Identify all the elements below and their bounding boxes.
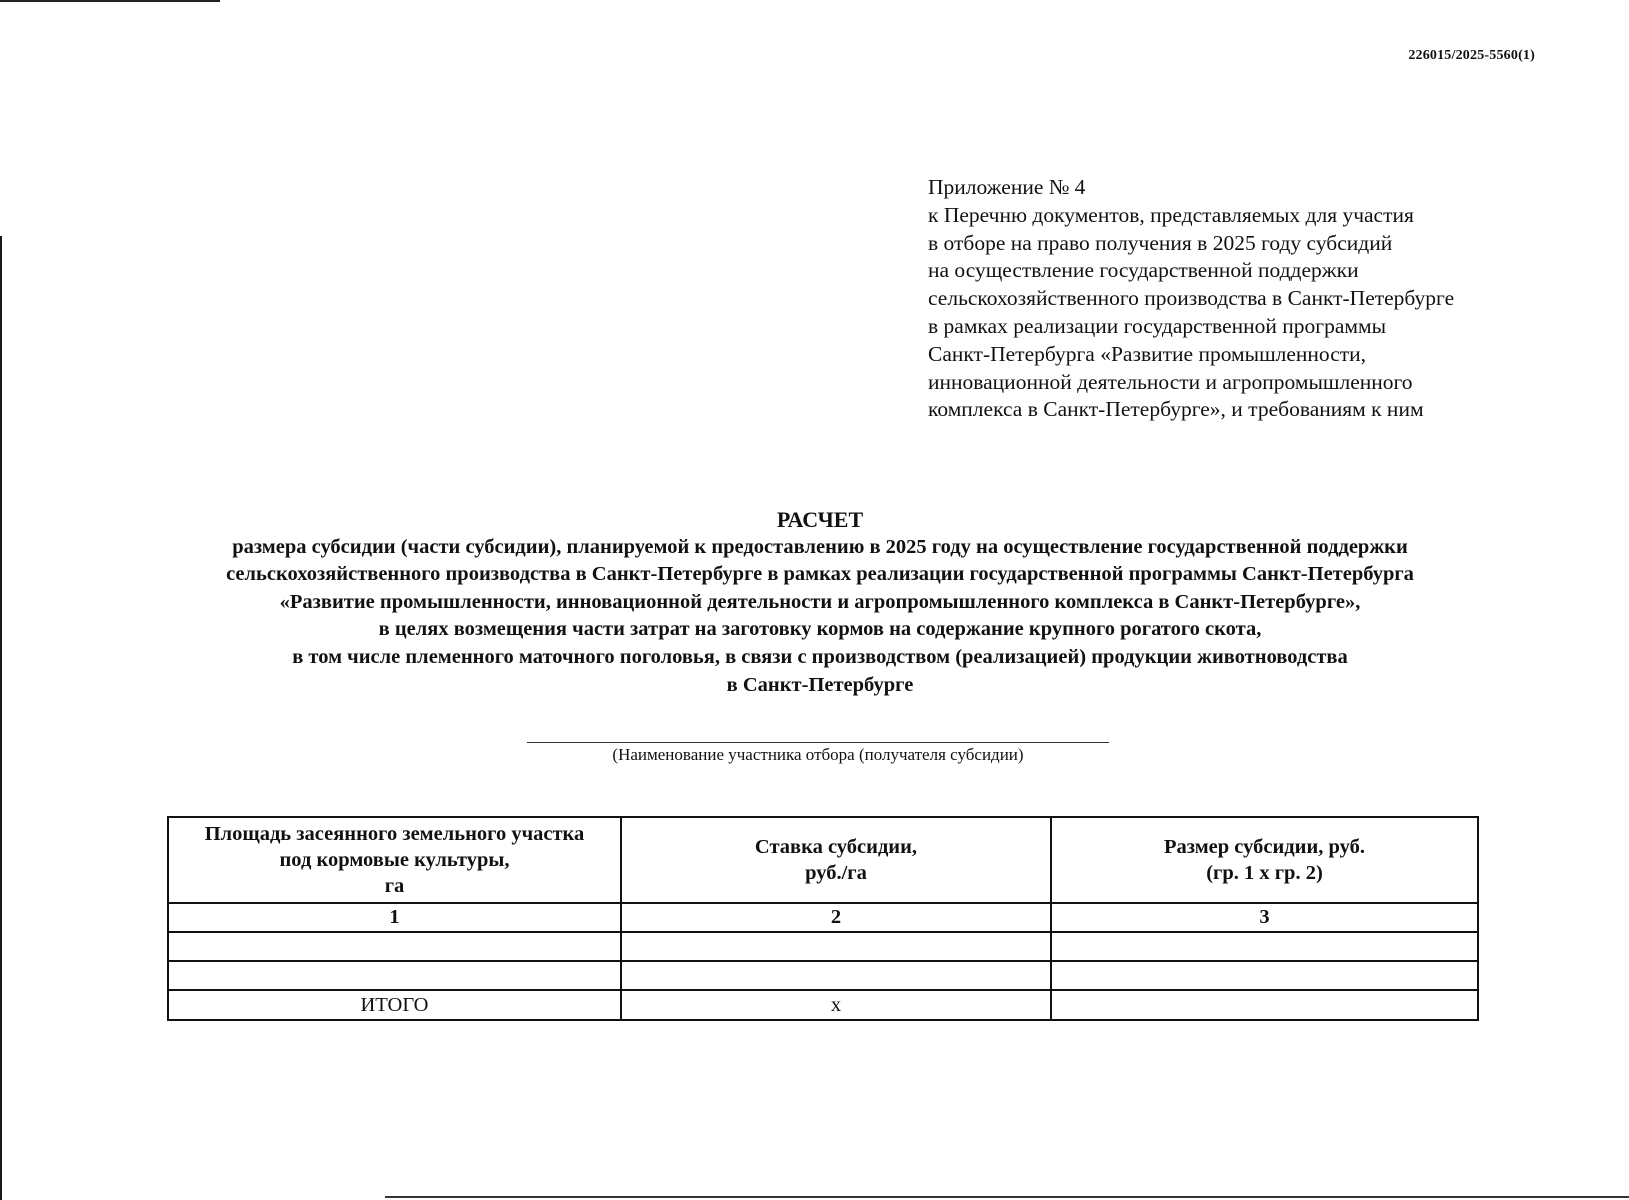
title-line: в Санкт-Петербурге <box>726 673 914 696</box>
appendix-line: в отборе на право получения в 2025 году субсидий <box>928 230 1393 255</box>
document-number: 226015/2025-5560(1) <box>1408 48 1535 63</box>
appendix-line: на осуществление государственной поддержки <box>928 258 1359 283</box>
title-line: в целях возмещения части затрат на заготовку кормов на содержание крупного рогатого скота, <box>378 618 1262 641</box>
header-rate <box>621 817 1051 903</box>
table-row <box>168 932 1478 961</box>
header-area-line: Площадь засеянного земельного участка <box>204 823 585 845</box>
appendix-line: к Перечню документов, представляемых для участия <box>928 202 1414 227</box>
header-area-line: га <box>384 875 405 897</box>
scan-artifact-bottom <box>385 1196 1629 1198</box>
header-area <box>168 817 621 903</box>
table-cell-amount[interactable] <box>1051 932 1478 961</box>
subsidy-calculation-table <box>167 816 1479 1021</box>
appendix-line: инновационной деятельности и агропромышленного <box>928 369 1413 394</box>
column-number: 2 <box>621 903 1051 932</box>
header-rate-line: руб./га <box>805 862 867 884</box>
table-cell-area[interactable] <box>168 961 621 990</box>
title-line: в том числе племенного маточного поголовья, в связи с производством (реализацией) продукции животноводства <box>292 645 1348 668</box>
column-number: 3 <box>1051 903 1478 932</box>
total-label: ИТОГО <box>168 990 621 1020</box>
participant-caption: (Наименование участника отбора (получателя субсидии) <box>612 745 1024 764</box>
appendix-line: в рамках реализации государственной программы <box>928 313 1387 338</box>
header-rate-line: Ставка субсидии, <box>754 836 918 858</box>
scan-artifact-top <box>0 0 220 2</box>
table-cell-rate[interactable] <box>621 932 1051 961</box>
header-amount <box>1051 817 1478 903</box>
total-row <box>168 990 1478 1020</box>
appendix-line: Приложение № 4 <box>928 175 1086 199</box>
total-amount[interactable] <box>1051 990 1478 1020</box>
column-number: 1 <box>168 903 621 932</box>
title-line: сельскохозяйственного производства в Санкт-Петербурге в рамках реализации государственной программы Санкт-Петербурга <box>226 563 1414 586</box>
header-amount-line: (гр. 1 х гр. 2) <box>1206 862 1323 884</box>
document-title-block <box>100 506 1540 699</box>
document-title: РАСЧЕТ <box>776 507 864 532</box>
table-cell-area[interactable] <box>168 932 621 961</box>
header-amount-line: Размер субсидии, руб. <box>1163 836 1365 858</box>
appendix-line: Санкт-Петербурга «Развитие промышленности, <box>928 341 1367 366</box>
table-header-row <box>168 817 1478 903</box>
appendix-line: сельскохозяйственного производства в Санкт-Петербурге <box>928 286 1455 311</box>
title-line: «Развитие промышленности, инновационной деятельности и агропромышленного комплекса в Санкт-Петербурге», <box>279 590 1361 613</box>
header-area-line: под кормовые культуры, <box>279 849 510 871</box>
appendix-line: комплекса в Санкт-Петербурге», и требованиям к ним <box>928 397 1424 422</box>
appendix-heading <box>928 174 1568 424</box>
scan-artifact-left-edge <box>0 236 2 1200</box>
table-cell-rate[interactable] <box>621 961 1051 990</box>
title-line: размера субсидии (части субсидии), планируемой к предоставлению в 2025 году на осуществление государственной поддержки <box>232 535 1408 558</box>
table-row <box>168 961 1478 990</box>
table-cell-amount[interactable] <box>1051 961 1478 990</box>
column-number-row <box>168 903 1478 932</box>
participant-name-field[interactable] <box>527 742 1109 743</box>
total-rate-mark: х <box>621 990 1051 1020</box>
